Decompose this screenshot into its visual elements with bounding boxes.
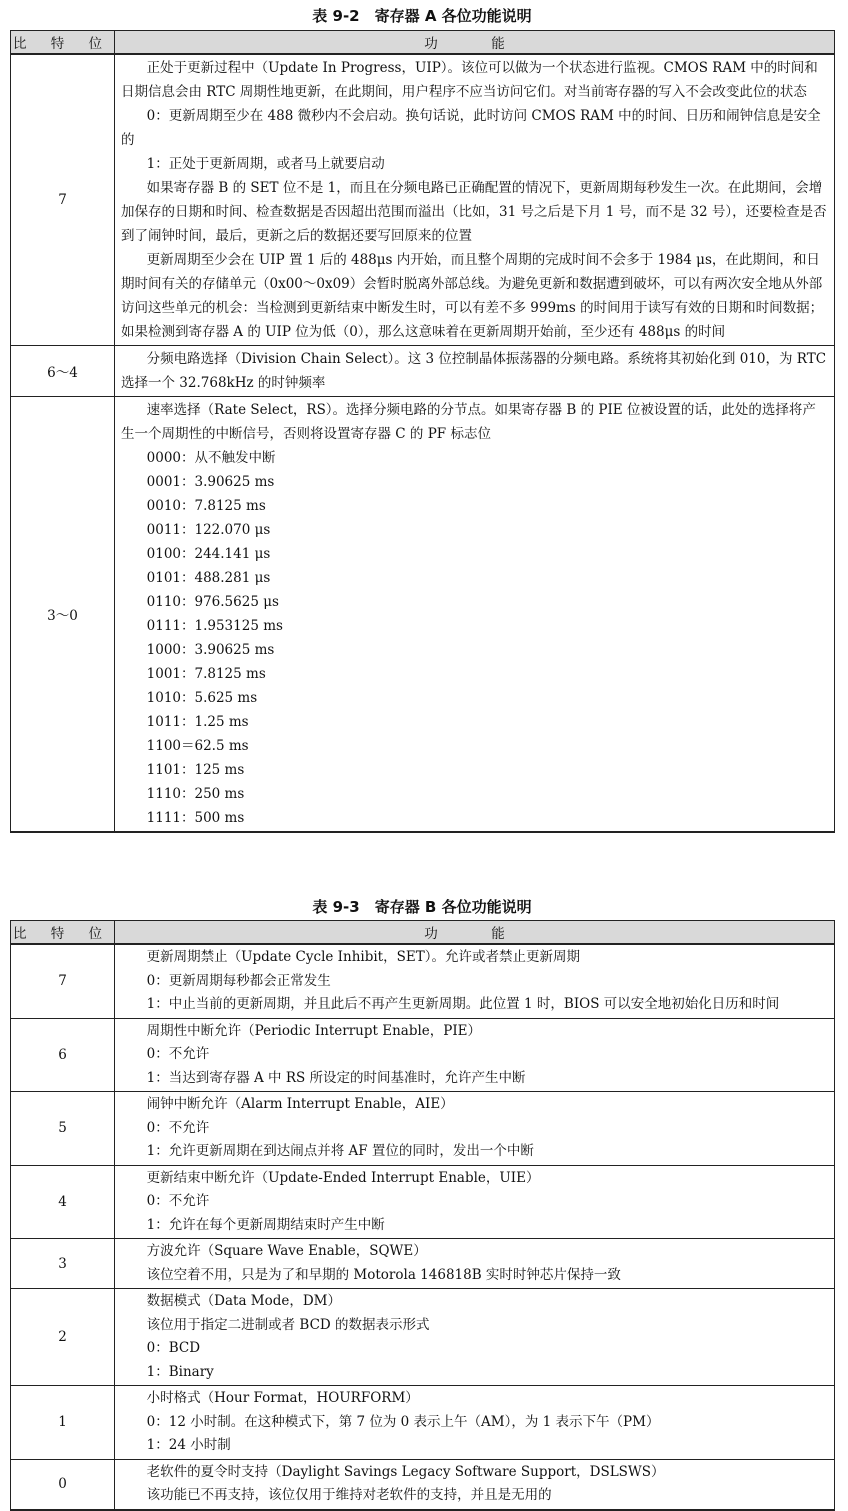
desc-cell <box>115 1459 835 1510</box>
text-line: 该位空着不用，只是为了和早期的 Motorola 146818B 实时时钟芯片保持一致 <box>146 1266 621 1283</box>
header-function: 功 能 <box>115 921 835 945</box>
bit-cell: 4 <box>11 1165 115 1239</box>
rate-item: 0111：1.953125 ms <box>146 618 283 634</box>
text-line: 0：更新周期每秒都会正常发生 <box>146 972 331 989</box>
text-line: 0：不允许 <box>146 1119 210 1136</box>
text-line: 1：允许在每个更新周期结束时产生中断 <box>146 1216 385 1233</box>
bit-cell: 0 <box>11 1459 115 1510</box>
header-bit: 比 特 位 <box>11 921 115 945</box>
table-header-row <box>11 31 835 55</box>
desc-cell <box>115 346 835 397</box>
text-line: 该功能已不再支持，该位仅用于维持对老软件的支持，并且是无用的 <box>146 1487 552 1503</box>
desc-cell <box>115 1018 835 1092</box>
table-row <box>11 1289 835 1386</box>
text-line: 数据模式（Data Mode，DM） <box>146 1293 342 1309</box>
rate-item: 0100：244.141 μs <box>146 546 271 562</box>
text-line: 0：BCD <box>146 1340 201 1356</box>
table-row <box>11 1386 835 1460</box>
text-line: 周期性中断允许（Periodic Interrupt Enable，PIE） <box>146 1022 482 1039</box>
desc-cell <box>115 1289 835 1386</box>
text-line: 0：不允许 <box>146 1046 210 1062</box>
table-row <box>11 1459 835 1510</box>
text-line: 速率选择（Rate Select，RS）。选择分频电路的分节点。如果寄存器 B 的 PIE 位被设置的话，此处的选择将产生一个周期性的中断信号，否则将设置寄存器 C 的 PF 标志位 <box>121 402 816 442</box>
header-bit: 比 特 位 <box>11 31 115 55</box>
text-line: 1：中止当前的更新周期，并且此后不再产生更新周期。此位置 1 时，BIOS 可以安全地初始化日历和时间 <box>146 996 780 1012</box>
text-line: 正处于更新过程中（Update In Progress，UIP）。该位可以做为一个状态进行监视。CMOS RAM 中的时间和日期信息会由 RTC 周期性地更新，在此期间，用户程序不应当访问它们。对当前寄存器的写入不会改变此位的状态 <box>121 60 818 100</box>
text-line: 1：Binary <box>146 1363 214 1380</box>
rate-item: 0001：3.90625 ms <box>146 474 275 490</box>
text-line: 分频电路选择（Division Chain Select）。这 3 位控制晶体振荡器的分频电路。系统将其初始化到 010，为 RTC 选择一个 32.768kHz 的时钟频率 <box>121 351 827 391</box>
text-line: 更新结束中断允许（Update-Ended Interrupt Enable，UIE） <box>146 1169 540 1186</box>
bit-cell: 3 <box>11 1239 115 1289</box>
text-line: 该位用于指定二进制或者 BCD 的数据表示形式 <box>146 1316 430 1333</box>
bit-cell: 2 <box>11 1289 115 1386</box>
desc-cell <box>115 397 835 833</box>
text-line: 老软件的夏令时支持（Daylight Savings Legacy Software Support，DSLSWS） <box>146 1463 665 1480</box>
text-line: 小时格式（Hour Format，HOURFORM） <box>146 1390 419 1406</box>
bit-cell: 6～4 <box>11 346 115 397</box>
table-row <box>11 54 835 346</box>
rate-item: 0110：976.5625 μs <box>146 594 279 610</box>
text-line: 更新周期至少会在 UIP 置 1 后的 488μs 内开始，而且整个周期的完成时间不会多于 1984 μs，在此期间，和日期时间有关的存储单元（0x00～0x09）会暂时脱离外部总线。为避免更新和数据遭到破坏，可以有两次安全地从外部访问这些单元的机会：当检测到更新结束中断发生时，可以有差不多 999ms 的时间用于读写有效的日期和时间数据；如果检测到寄存器 A 的 UIP 位为低（0），那么这意味着在更新周期开始前，至少还有 488μs 的时间 <box>121 252 824 340</box>
register-b-table <box>10 920 835 1511</box>
text-line: 0：不允许 <box>146 1193 210 1209</box>
rate-item: 1011：1.25 ms <box>146 714 249 730</box>
text-line: 更新周期禁止（Update Cycle Inhibit，SET）。允许或者禁止更新周期 <box>146 949 580 965</box>
desc-cell <box>115 1092 835 1166</box>
text-line: 闹钟中断允许（Alarm Interrupt Enable，AIE） <box>146 1096 454 1112</box>
table-row <box>11 1165 835 1239</box>
text-line: 0：12 小时制。在这种模式下，第 7 位为 0 表示上午（AM），为 1 表示下午（PM） <box>146 1413 660 1430</box>
table-b-caption: 表 9-3 寄存器 B 各位功能说明 <box>312 898 532 916</box>
bit-cell: 3～0 <box>11 397 115 833</box>
rate-item: 1111：500 ms <box>146 810 245 826</box>
table-row <box>11 1239 835 1289</box>
text-line: 1：允许更新周期在到达闹点并将 AF 置位的同时，发出一个中断 <box>146 1143 534 1159</box>
bit-cell: 6 <box>11 1018 115 1092</box>
register-a-table <box>10 30 835 833</box>
rate-item: 0010：7.8125 ms <box>146 498 266 514</box>
desc-cell <box>115 944 835 1018</box>
rate-item: 1000：3.90625 ms <box>146 642 275 658</box>
table-header-row <box>11 921 835 945</box>
rate-item: 1001：7.8125 ms <box>146 666 266 682</box>
rate-item: 0000：从不触发中断 <box>146 450 276 466</box>
desc-cell <box>115 1386 835 1460</box>
bit-cell: 7 <box>11 54 115 346</box>
desc-cell <box>115 1165 835 1239</box>
table-a-caption: 表 9-2 寄存器 A 各位功能说明 <box>312 7 532 25</box>
bit-cell: 5 <box>11 1092 115 1166</box>
rate-item: 1110：250 ms <box>146 786 245 802</box>
rate-item: 1101：125 ms <box>146 762 245 778</box>
header-function: 功 能 <box>115 31 835 55</box>
text-line: 1：正处于更新周期，或者马上就要启动 <box>146 156 385 172</box>
bit-cell: 1 <box>11 1386 115 1460</box>
text-line: 1：24 小时制 <box>146 1437 231 1453</box>
rate-item: 1010：5.625 ms <box>146 690 258 706</box>
rate-item: 0101：488.281 μs <box>146 570 271 586</box>
table-row <box>11 1092 835 1166</box>
text-line: 如果寄存器 B 的 SET 位不是 1，而且在分频电路已正确配置的情况下，更新周期每秒发生一次。在此期间，会增加保存的日期和时间、检查数据是否因超出范围而溢出（比如，31 号之后是下月 1 号，而不是 32 号），还要检查是否到了闹钟时间，最后，更新之后的数据还要写回原来的位置 <box>121 180 827 244</box>
desc-cell <box>115 1239 835 1289</box>
rate-item: 0011：122.070 μs <box>146 522 271 538</box>
bit-cell: 7 <box>11 944 115 1018</box>
rate-item: 1100＝62.5 ms <box>146 738 249 754</box>
table-row <box>11 346 835 397</box>
table-row <box>11 944 835 1018</box>
table-row <box>11 1018 835 1092</box>
text-line: 方波允许（Square Wave Enable，SQWE） <box>146 1243 427 1259</box>
table-row <box>11 397 835 833</box>
desc-cell <box>115 54 835 346</box>
text-line: 0：更新周期至少在 488 微秒内不会启动。换句话说，此时访问 CMOS RAM 中的时间、日历和闹钟信息是安全的 <box>121 108 821 148</box>
text-line: 1：当达到寄存器 A 中 RS 所设定的时间基准时，允许产生中断 <box>146 1069 526 1086</box>
